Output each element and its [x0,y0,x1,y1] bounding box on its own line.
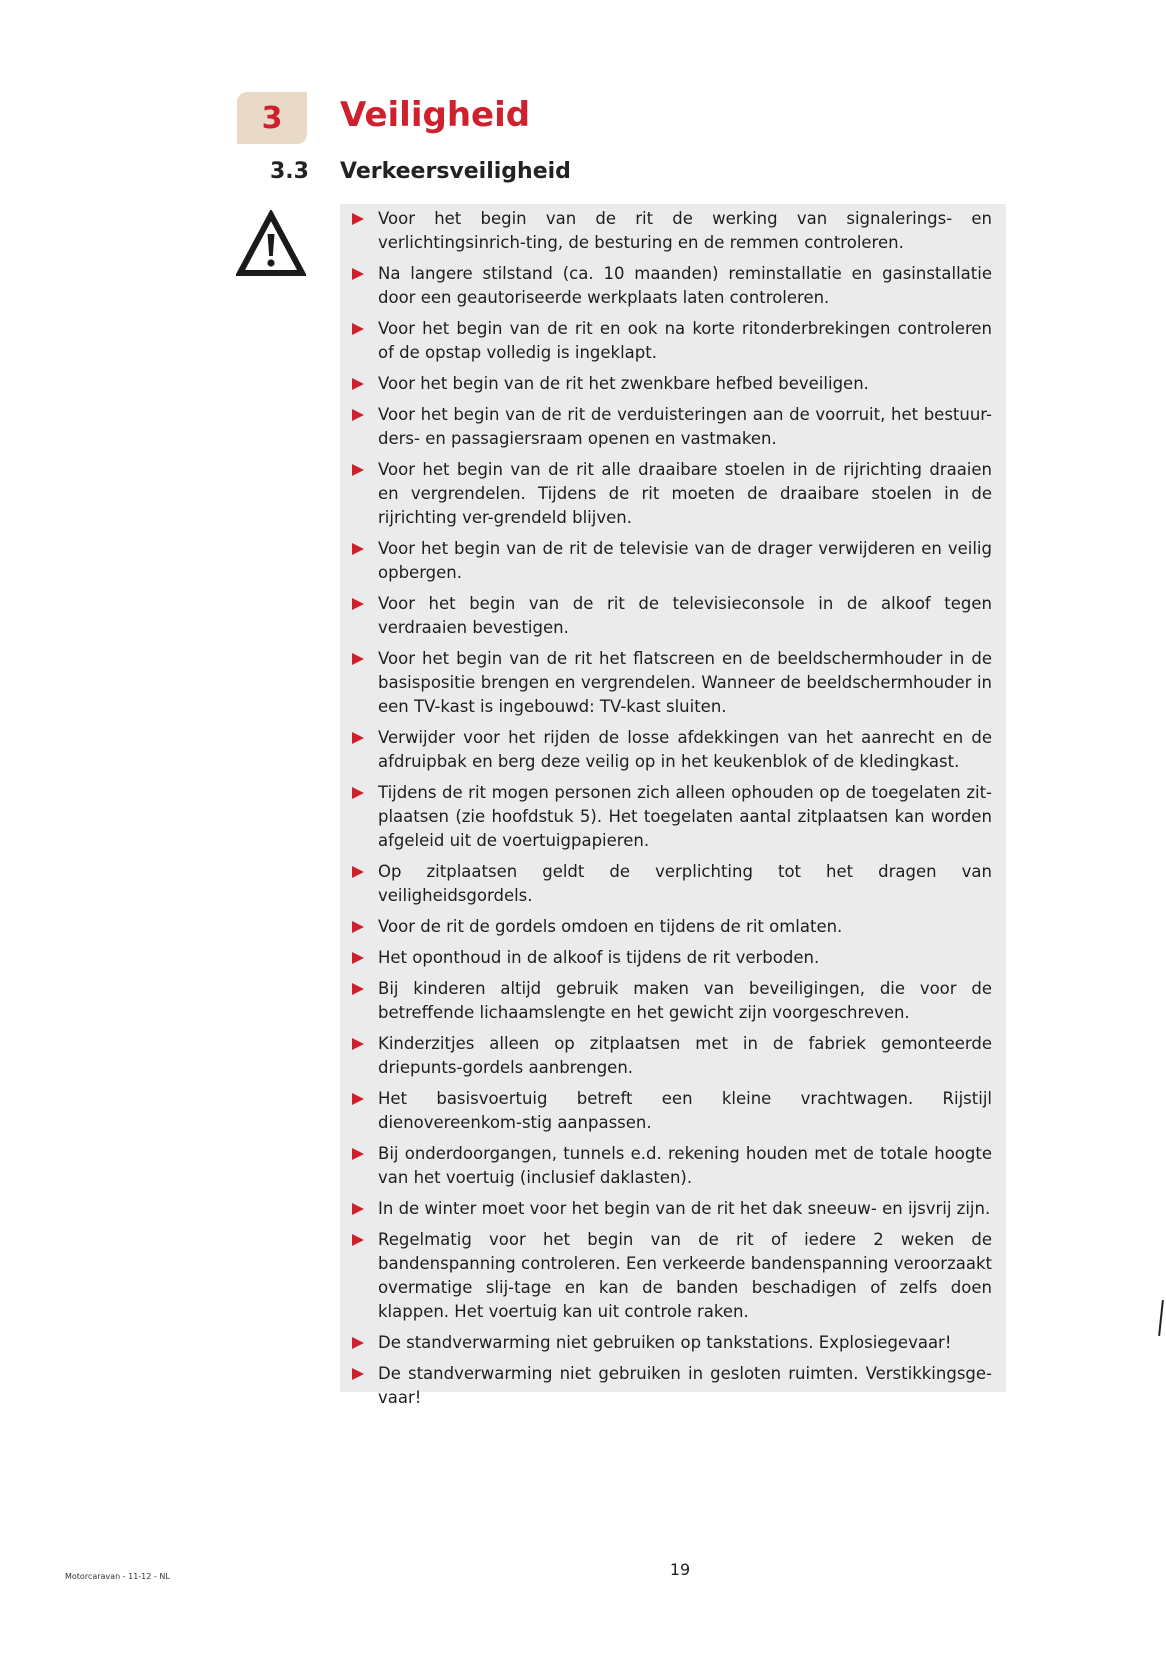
list-item [352,1331,992,1355]
list-item [352,1142,992,1190]
list-item [352,915,992,939]
safety-instructions-list [352,207,992,1410]
red-triangle-bullet-icon [352,598,364,610]
chapter-title: Veiligheid [340,95,531,135]
list-item [352,207,992,255]
list-item [352,781,992,853]
list-item [352,647,992,719]
list-item-text: Voor het begin van de rit en ook na korte ritonderbrekingen controleren of de opstap volledig is ingeklapt. [378,319,992,362]
red-triangle-bullet-icon [352,268,364,280]
list-item-text: Voor het begin van de rit de verduisteringen aan de voorruit, het bestuur-ders- en passagiersraam openen en vastmaken. [378,405,992,448]
red-triangle-bullet-icon [352,213,364,225]
list-item-text: Voor het begin van de rit de televisie van de drager verwijderen en veilig opbergen. [378,539,992,582]
section-number: 3.3 [270,159,309,184]
list-item-text: Verwijder voor het rijden de losse afdekkingen van het aanrecht en de afdruipbak en berg deze veilig op in het keukenblok of de kledingkast. [378,728,992,771]
list-item-text: Kinderzitjes alleen op zitplaatsen met in de fabriek gemonteerde driepunts-gordels aanbrengen. [378,1034,992,1077]
list-item [352,403,992,451]
red-triangle-bullet-icon [352,409,364,421]
chapter-number-badge [237,92,307,144]
list-item [352,262,992,310]
scan-edge-mark [1158,1300,1164,1336]
list-item [352,458,992,530]
red-triangle-bullet-icon [352,732,364,744]
list-item [352,1228,992,1324]
page-number: 19 [669,1560,691,1579]
list-item-text: Het basisvoertuig betreft een kleine vrachtwagen. Rijstijl dienovereenkom-stig aanpassen. [378,1089,992,1132]
list-item-text: Voor het begin van de rit de televisieconsole in de alkoof tegen verdraaien bevestigen. [378,594,992,637]
list-item-text: De standverwarming niet gebruiken op tankstations. Explosiegevaar! [378,1333,952,1352]
red-triangle-bullet-icon [352,378,364,390]
list-item-text: Voor het begin van de rit het zwenkbare hefbed beveiligen. [378,374,869,393]
red-triangle-bullet-icon [352,1038,364,1050]
red-triangle-bullet-icon [352,921,364,933]
red-triangle-bullet-icon [352,543,364,555]
list-item-text: Voor het begin van de rit alle draaibare stoelen in de rijrichting draaien en vergrendelen. Tijdens de rit moeten de draaibare stoelen in de rijrichting ver-grendeld blijven. [378,460,992,527]
list-item-text: Voor het begin van de rit het flatscreen en de beeldschermhouder in de basispositie brengen en vergrendelen. Wanneer de beeldschermhouder in een TV-kast is ingebouwd: TV-kast sluiten. [378,649,992,716]
red-triangle-bullet-icon [352,1148,364,1160]
red-triangle-bullet-icon [352,464,364,476]
safety-instructions-box [340,204,1006,1407]
chapter-number: 3 [261,100,283,136]
red-triangle-bullet-icon [352,653,364,665]
list-item [352,726,992,774]
red-triangle-bullet-icon [352,1234,364,1246]
list-item-text: Tijdens de rit mogen personen zich alleen ophouden op de toegelaten zit-plaatsen (zie hoofdstuk 5). Het toegelaten aantal zitplaatsen kan worden afgeleid uit de voertuigpapieren. [378,783,992,850]
list-item-text: Na langere stilstand (ca. 10 maanden) reminstallatie en gasinstallatie door een geautoriseerde werkplaats laten controleren. [378,264,992,307]
list-item-text: Het oponthoud in de alkoof is tijdens de rit verboden. [378,948,820,967]
red-triangle-bullet-icon [352,1203,364,1215]
warning-triangle-icon [236,210,306,280]
list-item-text: Regelmatig voor het begin van de rit of iedere 2 weken de bandenspanning controleren. Een verkeerde bandenspanning veroorzaakt overmatige slij-tage en kan de banden beschadigen of zelfs doen klappen. Het voertuig kan uit controle raken. [378,1230,992,1321]
list-item [352,372,992,396]
list-item [352,537,992,585]
list-item-text: Bij kinderen altijd gebruik maken van beveiligingen, die voor de betreffende lichaamslengte en het gewicht zijn voorgeschreven. [378,979,992,1022]
red-triangle-bullet-icon [352,1337,364,1349]
list-item [352,977,992,1025]
red-triangle-bullet-icon [352,1368,364,1380]
list-item-text: Voor de rit de gordels omdoen en tijdens de rit omlaten. [378,917,843,936]
list-item-text: De standverwarming niet gebruiken in gesloten ruimten. Verstikkingsge-vaar! [378,1364,992,1407]
red-triangle-bullet-icon [352,1093,364,1105]
list-item [352,1362,992,1410]
list-item [352,1032,992,1080]
list-item [352,860,992,908]
list-item-text: Voor het begin van de rit de werking van signalerings- en verlichtingsinrich-ting, de besturing en de remmen controleren. [378,209,992,252]
red-triangle-bullet-icon [352,323,364,335]
red-triangle-bullet-icon [352,952,364,964]
list-item-text: Op zitplaatsen geldt de verplichting tot het dragen van veiligheidsgordels. [378,862,992,905]
list-item [352,317,992,365]
list-item [352,1087,992,1135]
red-triangle-bullet-icon [352,983,364,995]
red-triangle-bullet-icon [352,866,364,878]
list-item-text: In de winter moet voor het begin van de rit het dak sneeuw- en ijsvrij zijn. [378,1199,991,1218]
section-title: Verkeersveiligheid [340,159,571,184]
red-triangle-bullet-icon [352,787,364,799]
list-item-text: Bij onderdoorgangen, tunnels e.d. rekening houden met de totale hoogte van het voertuig (inclusief daklasten). [378,1144,992,1187]
list-item [352,946,992,970]
list-item [352,592,992,640]
list-item [352,1197,992,1221]
footer-document-id: Motorcaravan - 11-12 - NL [65,1572,170,1581]
